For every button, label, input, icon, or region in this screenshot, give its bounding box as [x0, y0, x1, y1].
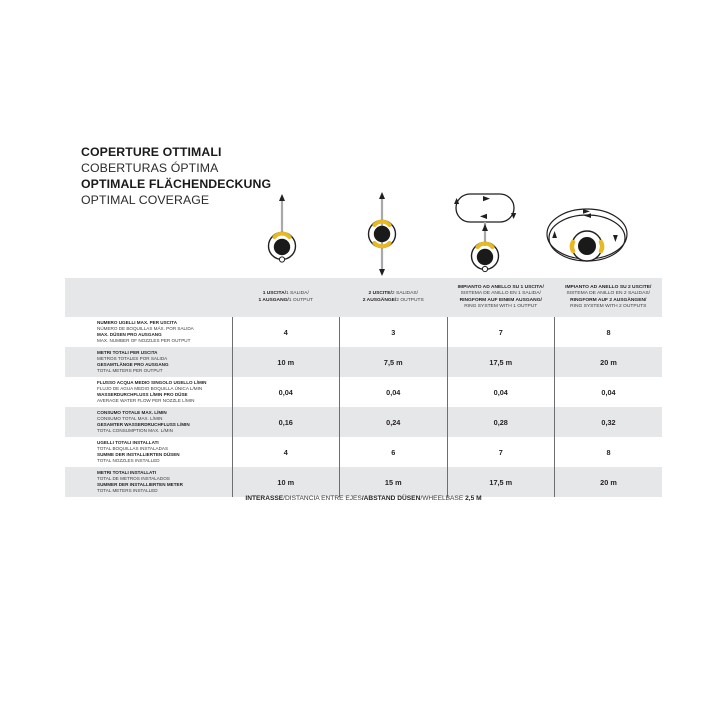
- footnote-de: ABSTAND DÜSEN: [363, 495, 421, 502]
- row-label-max-nozzles-per-output: [65, 317, 232, 347]
- cell-value: 4: [232, 317, 340, 347]
- cell-value: 0,04: [555, 377, 663, 407]
- cell-value: 7: [447, 437, 555, 467]
- table-row: [65, 437, 662, 467]
- wheelbase-footnote: [65, 495, 662, 502]
- header-es: SISTEMA DE ANILLO EN 1 SALIDA/: [460, 291, 541, 297]
- header-es: SISTEMA DE ANILLO EN 2 SALIDAS/: [566, 291, 650, 297]
- row-label-average-water-flow-per-nozzle: [65, 377, 232, 407]
- header-es: 2 SALIDAS/: [391, 291, 418, 297]
- label-en: AVERAGE WATER FLOW PER NOZZLE L/MIN: [97, 398, 195, 404]
- table-header-row: [65, 278, 662, 317]
- ring-system-one-output-diagram: [435, 190, 535, 278]
- footnote-sep-3: /: [420, 495, 423, 502]
- coverage-spec-table: [65, 278, 662, 497]
- header-de: RINGFORM AUF EINEM AUSGANG/: [459, 297, 542, 303]
- table-row: [65, 317, 662, 347]
- table-row: [65, 347, 662, 377]
- header-it: 1 USCITA/: [262, 291, 286, 297]
- cell-value: 0,32: [555, 407, 663, 437]
- header-de: 1 AUSGANG/: [258, 297, 289, 303]
- cell-value: 0,16: [232, 407, 340, 437]
- cell-value: 0,28: [447, 407, 555, 437]
- header-en: RING SYSTEM WITH 2 OUTPUTS: [570, 303, 647, 309]
- column-header-ring-one-output: [447, 278, 555, 317]
- header-de: 2 AUSGÄNGE/: [362, 297, 397, 303]
- cell-value: 0,04: [232, 377, 340, 407]
- diagram-row: [232, 190, 662, 278]
- label-es: CONSUMO TOTAL MAX. L/MIN: [97, 415, 163, 421]
- header-spacer-cell: [65, 278, 232, 317]
- footnote-es: DISTANCIA ENTRE EJES: [285, 495, 362, 502]
- cell-value: 15 m: [340, 467, 448, 497]
- label-es: TOTAL DE METROS INSTALADOS: [97, 475, 170, 481]
- cell-value: 10 m: [232, 467, 340, 497]
- footnote-it: INTERASSE: [245, 495, 284, 502]
- label-es: TOTAL BOQUILLAS INSTALADAS: [97, 445, 169, 451]
- title-english: OPTIMAL COVERAGE: [81, 192, 210, 207]
- label-it: METRI TOTALI PER USCITA: [97, 349, 158, 355]
- label-it: CONSUMO TOTALE MAX. L/MIN: [97, 409, 167, 415]
- header-de: RINGFORM AUF 2 AUSGÄNGEN/: [570, 297, 647, 303]
- row-label-total-consumption-max: [65, 407, 232, 437]
- label-de: GESAMTER WASSERDRUCHFLUSS L/MIN: [97, 422, 190, 427]
- footnote-sep-2: /: [361, 495, 364, 502]
- row-label-total-nozzles-installed: [65, 437, 232, 467]
- footnote-value: 2,5 M: [465, 495, 482, 502]
- footnote-sep-1: /: [283, 495, 285, 502]
- header-en: RING SYSTEM WITH 1 OUTPUT: [464, 303, 538, 309]
- label-en: MAX. NUMBER OF NOZZLES PER OUTPUT: [97, 338, 191, 344]
- single-nozzle-two-outputs-diagram: [332, 190, 432, 278]
- label-de: GESAMTLÄNGE PRO AUSGANG: [97, 362, 169, 367]
- label-en: TOTAL METERS INSTALLED: [97, 488, 158, 494]
- cell-value: 3: [340, 317, 448, 347]
- cell-value: 6: [340, 437, 448, 467]
- header-it: IMPIANTO AD ANELLO SU 2 USCITE/: [565, 284, 652, 290]
- cell-value: 0,24: [340, 407, 448, 437]
- row-label-total-meters-installed: [65, 467, 232, 497]
- table-row: [65, 467, 662, 497]
- row-label-total-meters-per-output: [65, 347, 232, 377]
- column-header-two-outputs: [340, 278, 448, 317]
- title-spanish: COBERTURAS ÓPTIMA: [81, 160, 219, 175]
- header-es: 1 SALIDA/: [285, 291, 309, 297]
- header-it: 2 USCITE/: [368, 291, 392, 297]
- cell-value: 17,5 m: [447, 347, 555, 377]
- cell-value: 8: [555, 437, 663, 467]
- cell-value: 7: [447, 317, 555, 347]
- cell-value: 0,04: [340, 377, 448, 407]
- label-es: FLUJO DE AGUA MEDIO BOQUILLA ÚNICA L/MIN: [97, 385, 203, 391]
- title-german: OPTIMALE FLÄCHENDECKUNG: [81, 176, 272, 191]
- label-it: FLUSSO ACQUA MEDIO SINGOLO UGELLO L/MIN: [97, 379, 207, 385]
- table-row: [65, 377, 662, 407]
- cell-value: 8: [555, 317, 663, 347]
- header-en: 1 OUTPUT: [288, 297, 313, 303]
- label-de: SUMME DER INSTALLIERTEN DÜSEN: [97, 452, 180, 457]
- cell-value: 20 m: [555, 467, 663, 497]
- header-en: 2 OUTPUTS: [396, 297, 424, 303]
- label-en: TOTAL METERS PER OUTPUT: [97, 368, 163, 374]
- label-en: TOTAL CONSUMPTION MAX. L/MIN: [97, 428, 173, 434]
- label-en: TOTAL NOZZLES INSTALLED: [97, 458, 160, 464]
- label-it: UGELLI TOTALI INSTALLATI: [97, 439, 159, 445]
- cell-value: 0,04: [447, 377, 555, 407]
- title-italian: COPERTURE OTTIMALI: [81, 145, 222, 159]
- label-it: METRI TOTALI INSTALLATI: [97, 469, 157, 475]
- footnote-en: WHEELBASE: [422, 495, 464, 502]
- single-nozzle-one-output-diagram: [232, 190, 332, 278]
- label-es: METROS TOTALES POR SALIDA: [97, 355, 168, 361]
- table-row: [65, 407, 662, 437]
- label-it: NUMERO UGELLI MAX. PER USCITA: [97, 319, 178, 325]
- label-de: WASSERDURCHFLUSS L/MIN PRO DÜSE: [97, 392, 188, 397]
- cell-value: 10 m: [232, 347, 340, 377]
- ring-system-two-outputs-diagram: [537, 190, 637, 278]
- header-it: IMPIANTO AD ANELLO SU 1 USCITA/: [457, 284, 544, 290]
- label-de: MAX. DÜSEN PRO AUSGANG: [97, 332, 162, 337]
- cell-value: 4: [232, 437, 340, 467]
- cell-value: 17,5 m: [447, 467, 555, 497]
- label-es: NÚMERO DE BOQUILLAS MÁX. POR SALIDA: [97, 325, 194, 331]
- cell-value: 7,5 m: [340, 347, 448, 377]
- column-header-ring-two-outputs: [555, 278, 663, 317]
- label-de: SUMMER DER INSTALLIERTEN METER: [97, 482, 183, 487]
- column-header-one-output: [232, 278, 340, 317]
- cell-value: 20 m: [555, 347, 663, 377]
